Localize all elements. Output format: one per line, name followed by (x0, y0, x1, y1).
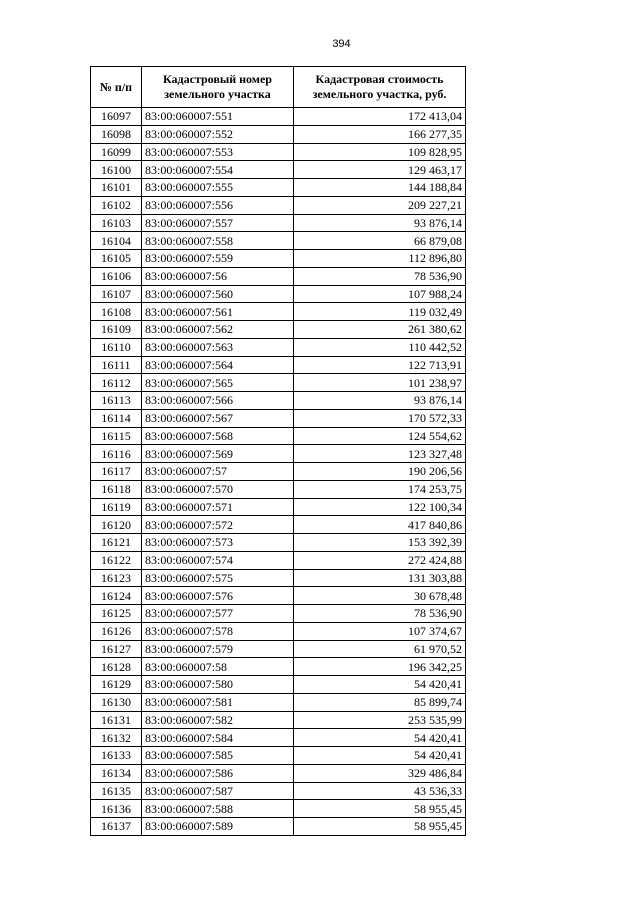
row-number-cell: 16120 (91, 516, 142, 534)
table-row (91, 587, 466, 605)
cadastral-number-cell: 83:00:060007:587 (142, 782, 294, 800)
table-row (91, 711, 466, 729)
cadastral-number-cell: 83:00:060007:589 (142, 818, 294, 836)
cadastral-value-cell: 66 879,08 (294, 232, 466, 250)
cadastral-value-cell: 93 876,14 (294, 392, 466, 410)
cadastral-value-cell: 272 424,88 (294, 551, 466, 569)
table-row (91, 782, 466, 800)
cadastral-value-cell: 174 253,75 (294, 480, 466, 498)
cadastral-number-cell: 83:00:060007:573 (142, 534, 294, 552)
cadastral-number-cell: 83:00:060007:561 (142, 303, 294, 321)
cadastral-value-cell: 131 303,88 (294, 569, 466, 587)
table-row (91, 622, 466, 640)
row-number-cell: 16099 (91, 143, 142, 161)
header-row (91, 67, 466, 108)
cadastral-number-cell: 83:00:060007:579 (142, 640, 294, 658)
cadastral-value-cell: 110 442,52 (294, 338, 466, 356)
cadastral-number-cell: 83:00:060007:564 (142, 356, 294, 374)
row-number-cell: 16135 (91, 782, 142, 800)
table-row (91, 729, 466, 747)
row-number-cell: 16103 (91, 214, 142, 232)
header-num: № п/п (91, 67, 142, 108)
row-number-cell: 16107 (91, 285, 142, 303)
header-cadastral-number: Кадастровый номер земельного участка (142, 67, 294, 108)
row-number-cell: 16108 (91, 303, 142, 321)
cadastral-number-cell: 83:00:060007:552 (142, 125, 294, 143)
table-row (91, 108, 466, 126)
row-number-cell: 16137 (91, 818, 142, 836)
row-number-cell: 16133 (91, 747, 142, 765)
table-row (91, 640, 466, 658)
row-number-cell: 16098 (91, 125, 142, 143)
cadastral-number-cell: 83:00:060007:572 (142, 516, 294, 534)
cadastral-number-cell: 83:00:060007:58 (142, 658, 294, 676)
table-body (91, 108, 466, 836)
cadastral-number-cell: 83:00:060007:570 (142, 480, 294, 498)
table-row (91, 480, 466, 498)
cadastral-value-cell: 58 955,45 (294, 818, 466, 836)
cadastral-value-cell: 166 277,35 (294, 125, 466, 143)
cadastral-value-cell: 170 572,33 (294, 409, 466, 427)
row-number-cell: 16105 (91, 250, 142, 268)
cadastral-number-cell: 83:00:060007:557 (142, 214, 294, 232)
table-row (91, 534, 466, 552)
row-number-cell: 16101 (91, 179, 142, 197)
row-number-cell: 16136 (91, 800, 142, 818)
table-row (91, 196, 466, 214)
cadastral-value-cell: 253 535,99 (294, 711, 466, 729)
table-row (91, 356, 466, 374)
row-number-cell: 16121 (91, 534, 142, 552)
table-row (91, 658, 466, 676)
row-number-cell: 16119 (91, 498, 142, 516)
row-number-cell: 16130 (91, 693, 142, 711)
cadastral-value-cell: 417 840,86 (294, 516, 466, 534)
cadastral-number-cell: 83:00:060007:562 (142, 321, 294, 339)
table-row (91, 800, 466, 818)
cadastral-number-cell: 83:00:060007:575 (142, 569, 294, 587)
cadastral-number-cell: 83:00:060007:582 (142, 711, 294, 729)
header-cadastral-value: Кадастровая стоимость земельного участка, руб. (294, 67, 466, 108)
row-number-cell: 16118 (91, 480, 142, 498)
cadastral-number-cell: 83:00:060007:585 (142, 747, 294, 765)
cadastral-value-cell: 172 413,04 (294, 108, 466, 126)
table-row (91, 285, 466, 303)
table-row (91, 250, 466, 268)
table-row (91, 392, 466, 410)
cadastral-number-cell: 83:00:060007:577 (142, 605, 294, 623)
cadastral-value-cell: 43 536,33 (294, 782, 466, 800)
cadastral-number-cell: 83:00:060007:584 (142, 729, 294, 747)
cadastral-number-cell: 83:00:060007:567 (142, 409, 294, 427)
row-number-cell: 16113 (91, 392, 142, 410)
table-row (91, 551, 466, 569)
row-number-cell: 16102 (91, 196, 142, 214)
cadastral-value-cell: 58 955,45 (294, 800, 466, 818)
cadastral-number-cell: 83:00:060007:563 (142, 338, 294, 356)
cadastral-value-cell: 119 032,49 (294, 303, 466, 321)
cadastral-number-cell: 83:00:060007:569 (142, 445, 294, 463)
cadastral-number-cell: 83:00:060007:565 (142, 374, 294, 392)
row-number-cell: 16110 (91, 338, 142, 356)
table-row (91, 463, 466, 481)
cadastral-value-cell: 196 342,25 (294, 658, 466, 676)
cadastral-value-cell: 129 463,17 (294, 161, 466, 179)
table-row (91, 267, 466, 285)
table-row (91, 427, 466, 445)
cadastral-number-cell: 83:00:060007:586 (142, 764, 294, 782)
cadastral-value-cell: 329 486,84 (294, 764, 466, 782)
table-row (91, 676, 466, 694)
table-row (91, 179, 466, 197)
row-number-cell: 16134 (91, 764, 142, 782)
row-number-cell: 16111 (91, 356, 142, 374)
row-number-cell: 16126 (91, 622, 142, 640)
cadastral-number-cell: 83:00:060007:559 (142, 250, 294, 268)
cadastral-value-cell: 153 392,39 (294, 534, 466, 552)
table-row (91, 161, 466, 179)
cadastral-number-cell: 83:00:060007:560 (142, 285, 294, 303)
cadastral-number-cell: 83:00:060007:558 (142, 232, 294, 250)
row-number-cell: 16109 (91, 321, 142, 339)
cadastral-number-cell: 83:00:060007:576 (142, 587, 294, 605)
row-number-cell: 16124 (91, 587, 142, 605)
row-number-cell: 16104 (91, 232, 142, 250)
cadastral-value-cell: 122 100,34 (294, 498, 466, 516)
row-number-cell: 16117 (91, 463, 142, 481)
cadastral-value-cell: 54 420,41 (294, 729, 466, 747)
cadastral-value-cell: 54 420,41 (294, 747, 466, 765)
cadastral-value-cell: 107 988,24 (294, 285, 466, 303)
table-row (91, 338, 466, 356)
cadastral-number-cell: 83:00:060007:556 (142, 196, 294, 214)
cadastral-number-cell: 83:00:060007:581 (142, 693, 294, 711)
table-row (91, 374, 466, 392)
table-row (91, 321, 466, 339)
row-number-cell: 16129 (91, 676, 142, 694)
row-number-cell: 16112 (91, 374, 142, 392)
table-row (91, 232, 466, 250)
row-number-cell: 16100 (91, 161, 142, 179)
cadastral-value-cell: 261 380,62 (294, 321, 466, 339)
cadastral-value-cell: 30 678,48 (294, 587, 466, 605)
row-number-cell: 16125 (91, 605, 142, 623)
cadastral-number-cell: 83:00:060007:580 (142, 676, 294, 694)
cadastral-value-cell: 61 970,52 (294, 640, 466, 658)
cadastral-number-cell: 83:00:060007:574 (142, 551, 294, 569)
row-number-cell: 16116 (91, 445, 142, 463)
cadastral-value-cell: 93 876,14 (294, 214, 466, 232)
cadastral-value-table (90, 66, 466, 836)
cadastral-value-cell: 107 374,67 (294, 622, 466, 640)
cadastral-number-cell: 83:00:060007:566 (142, 392, 294, 410)
cadastral-number-cell: 83:00:060007:588 (142, 800, 294, 818)
row-number-cell: 16128 (91, 658, 142, 676)
table-row (91, 569, 466, 587)
row-number-cell: 16115 (91, 427, 142, 445)
table-row (91, 143, 466, 161)
cadastral-number-cell: 83:00:060007:554 (142, 161, 294, 179)
table-row (91, 125, 466, 143)
row-number-cell: 16114 (91, 409, 142, 427)
cadastral-number-cell: 83:00:060007:578 (142, 622, 294, 640)
cadastral-value-cell: 123 327,48 (294, 445, 466, 463)
cadastral-number-cell: 83:00:060007:571 (142, 498, 294, 516)
cadastral-value-cell: 78 536,90 (294, 267, 466, 285)
cadastral-number-cell: 83:00:060007:553 (142, 143, 294, 161)
cadastral-value-cell: 109 828,95 (294, 143, 466, 161)
table-row (91, 605, 466, 623)
row-number-cell: 16131 (91, 711, 142, 729)
cadastral-number-cell: 83:00:060007:56 (142, 267, 294, 285)
cadastral-value-cell: 122 713,91 (294, 356, 466, 374)
table-row (91, 747, 466, 765)
table-row (91, 409, 466, 427)
cadastral-value-cell: 124 554,62 (294, 427, 466, 445)
table-row (91, 445, 466, 463)
table-header (91, 67, 466, 108)
cadastral-number-cell: 83:00:060007:57 (142, 463, 294, 481)
cadastral-value-cell: 144 188,84 (294, 179, 466, 197)
cadastral-value-cell: 209 227,21 (294, 196, 466, 214)
table-row (91, 818, 466, 836)
page-number: 394 (332, 38, 351, 50)
table-row (91, 693, 466, 711)
row-number-cell: 16097 (91, 108, 142, 126)
cadastral-value-cell: 54 420,41 (294, 676, 466, 694)
table-row (91, 214, 466, 232)
row-number-cell: 16132 (91, 729, 142, 747)
row-number-cell: 16122 (91, 551, 142, 569)
cadastral-number-cell: 83:00:060007:555 (142, 179, 294, 197)
table-row (91, 764, 466, 782)
cadastral-value-cell: 85 899,74 (294, 693, 466, 711)
table-row (91, 498, 466, 516)
cadastral-value-cell: 78 536,90 (294, 605, 466, 623)
cadastral-value-cell: 190 206,56 (294, 463, 466, 481)
cadastral-value-cell: 112 896,80 (294, 250, 466, 268)
cadastral-number-cell: 83:00:060007:551 (142, 108, 294, 126)
cadastral-number-cell: 83:00:060007:568 (142, 427, 294, 445)
cadastral-value-cell: 101 238,97 (294, 374, 466, 392)
row-number-cell: 16127 (91, 640, 142, 658)
table-row (91, 516, 466, 534)
row-number-cell: 16106 (91, 267, 142, 285)
row-number-cell: 16123 (91, 569, 142, 587)
table-row (91, 303, 466, 321)
